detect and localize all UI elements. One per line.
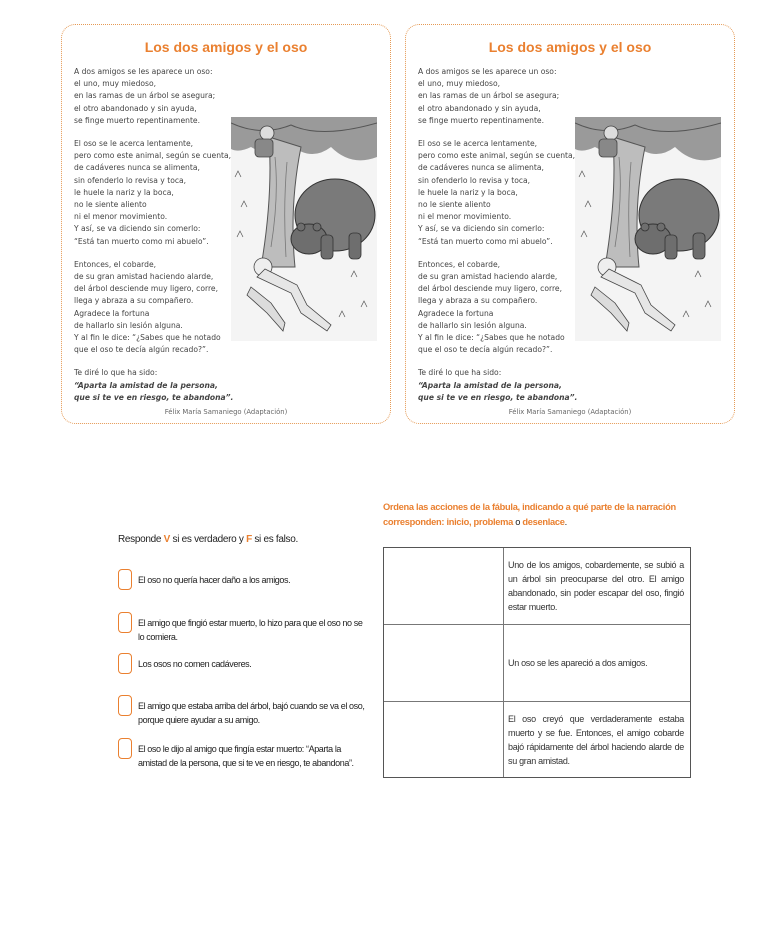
poem-line: de su gran amistad haciendo alarde, (418, 272, 558, 282)
poem-line: pero como este animal, según se cuenta, (74, 151, 232, 161)
moral-stanza (74, 367, 294, 404)
author: Félix María Samaniego (Adaptación) (164, 408, 288, 416)
moral-line: que si te ve en riesgo, te abandona”. (74, 392, 234, 402)
poem-line: Y al fin le dice: “¿Sabes que he notado (418, 333, 565, 343)
order-row (384, 548, 690, 625)
poem-line: que el oso te decía algún recado?”. (418, 345, 553, 355)
poem-line: A dos amigos se les aparece un oso: (418, 67, 557, 76)
moral-line: que si te ve en riesgo, te abandona”. (418, 392, 578, 402)
poem-line: no le siente aliento (74, 200, 147, 210)
order-title-a: Ordena las acciones de la fábula, indicando a qué parte de la narración corresponden: inicio, problema (383, 502, 676, 527)
order-table (383, 547, 691, 778)
poem-line: le huele la nariz y la boca, (418, 187, 518, 197)
poem-line: “Está tan muerto como mi abuelo”. (74, 236, 209, 246)
tf-title-mid: si es verdadero y (170, 534, 247, 545)
poem-line: El oso se le acerca lentamente, (418, 139, 538, 149)
poem-line: El oso se le acerca lentamente, (74, 139, 194, 149)
poem-line: de hallarlo sin lesión alguna. (418, 320, 527, 330)
answer-cell[interactable] (384, 625, 504, 701)
tf-statement: El amigo que estaba arriba del árbol, bajó cuando se va el oso, porque quiere ayudar a su amigo. (138, 701, 365, 725)
poem-line: “Está tan muerto como mi abuelo”. (418, 236, 553, 246)
poem-line: de hallarlo sin lesión alguna. (74, 320, 183, 330)
action-text-content: Un oso se les apareció a dos amigos. (508, 658, 648, 668)
poem-line: en las ramas de un árbol se asegura; (74, 91, 216, 101)
poem-line: Entonces, el cobarde, (74, 259, 157, 269)
bear-illustration (231, 117, 377, 341)
poem-line: sin ofenderlo lo revisa y toca, (418, 175, 531, 185)
closing-line: Te diré lo que ha sido: (418, 368, 502, 378)
poem-line: se finge muerto repentinamente. (418, 115, 545, 125)
order-title-o: o (512, 517, 523, 527)
poem-line: de cadáveres nunca se alimenta, (74, 163, 200, 173)
fable-title: Los dos amigos y el oso (488, 39, 652, 55)
poem-line: Y así, se va diciendo sin comerlo: (74, 224, 201, 234)
tf-title-pre: Responde (118, 534, 164, 545)
action-text-content: El oso creyó que verdaderamente estaba muerto y se fue. Entonces, el amigo cobarde bajó rápidamente del árbol haciendo alarde de su gran amistad. (508, 713, 684, 766)
tf-title-post: si es falso. (251, 534, 298, 545)
bear-illustration (575, 117, 721, 341)
poem-line: que el oso te decía algún recado?”. (74, 345, 209, 355)
order-instructions (383, 500, 703, 530)
poem-line: el uno, muy miedoso, (74, 79, 157, 89)
poem-line: se finge muerto repentinamente. (74, 115, 201, 125)
moral-stanza (418, 367, 638, 404)
order-row (384, 702, 690, 777)
poem-line: Entonces, el cobarde, (418, 259, 501, 269)
order-title-b: desenlace (522, 517, 565, 527)
poem-line: Y así, se va diciendo sin comerlo: (418, 224, 545, 234)
poem-line: sin ofenderlo lo revisa y toca, (74, 175, 187, 185)
action-text (508, 548, 684, 624)
poem-line: ni el menor movimiento. (74, 212, 168, 222)
poem-line: el uno, muy miedoso, (418, 79, 501, 89)
answer-box[interactable] (118, 738, 132, 759)
answer-box[interactable] (118, 695, 132, 716)
answer-box[interactable] (118, 612, 132, 633)
action-text-content: Uno de los amigos, cobardemente, se subió a un árbol sin preocuparse del otro. El amigo abandonado, sin poder escapar del oso, fingió estar muerto. (508, 560, 684, 612)
moral-line: “Aparta la amistad de la persona, (74, 380, 218, 390)
poem-line: del árbol desciende muy ligero, corre, (418, 284, 563, 294)
tf-f-letter: F (246, 534, 252, 545)
poem-line: Agradece la fortuna (418, 308, 494, 318)
order-title-end: . (564, 517, 567, 527)
poem-line: pero como este animal, según se cuenta, (418, 151, 576, 161)
poem-line: el otro abandonado y sin ayuda, (418, 103, 541, 113)
answer-cell[interactable] (384, 702, 504, 777)
tf-statement: Los osos no comen cadáveres. (138, 659, 252, 669)
fable-card-right (405, 24, 735, 424)
poem-line: del árbol desciende muy ligero, corre, (74, 284, 219, 294)
poem-line: llega y abraza a su compañero. (74, 296, 194, 306)
answer-box[interactable] (118, 569, 132, 590)
answer-box[interactable] (118, 653, 132, 674)
poem-line: el otro abandonado y sin ayuda, (74, 103, 197, 113)
true-false-instructions (118, 534, 298, 545)
poem-line: de cadáveres nunca se alimenta, (418, 163, 544, 173)
fable-title: Los dos amigos y el oso (144, 39, 308, 55)
action-text (508, 625, 684, 701)
author: Félix María Samaniego (Adaptación) (508, 408, 632, 416)
tf-statement: El oso no quería hacer daño a los amigos. (138, 575, 291, 585)
poem-line: Agradece la fortuna (74, 308, 150, 318)
tf-statement: El amigo que fingió estar muerto, lo hizo para que el oso no se lo comiera. (138, 618, 363, 642)
answer-cell[interactable] (384, 548, 504, 624)
fable-card-left (61, 24, 391, 424)
closing-line: Te diré lo que ha sido: (74, 368, 158, 378)
poem-line: ni el menor movimiento. (418, 212, 512, 222)
poem-line: llega y abraza a su compañero. (418, 296, 538, 306)
order-row (384, 625, 690, 702)
poem-line: en las ramas de un árbol se asegura; (418, 91, 560, 101)
poem-line: le huele la nariz y la boca, (74, 187, 174, 197)
action-text (508, 702, 684, 777)
poem-line: A dos amigos se les aparece un oso: (74, 67, 213, 76)
poem-line: Y al fin le dice: “¿Sabes que he notado (74, 333, 221, 343)
tf-v-letter: V (163, 534, 171, 545)
poem-line: no le siente aliento (418, 200, 491, 210)
tf-statement: El oso le dijo al amigo que fingía estar muerto: “Aparta la amistad de la persona, que si te ve en riesgo, te abandona”. (138, 744, 354, 768)
moral-line: “Aparta la amistad de la persona, (418, 380, 562, 390)
poem-line: de su gran amistad haciendo alarde, (74, 272, 214, 282)
